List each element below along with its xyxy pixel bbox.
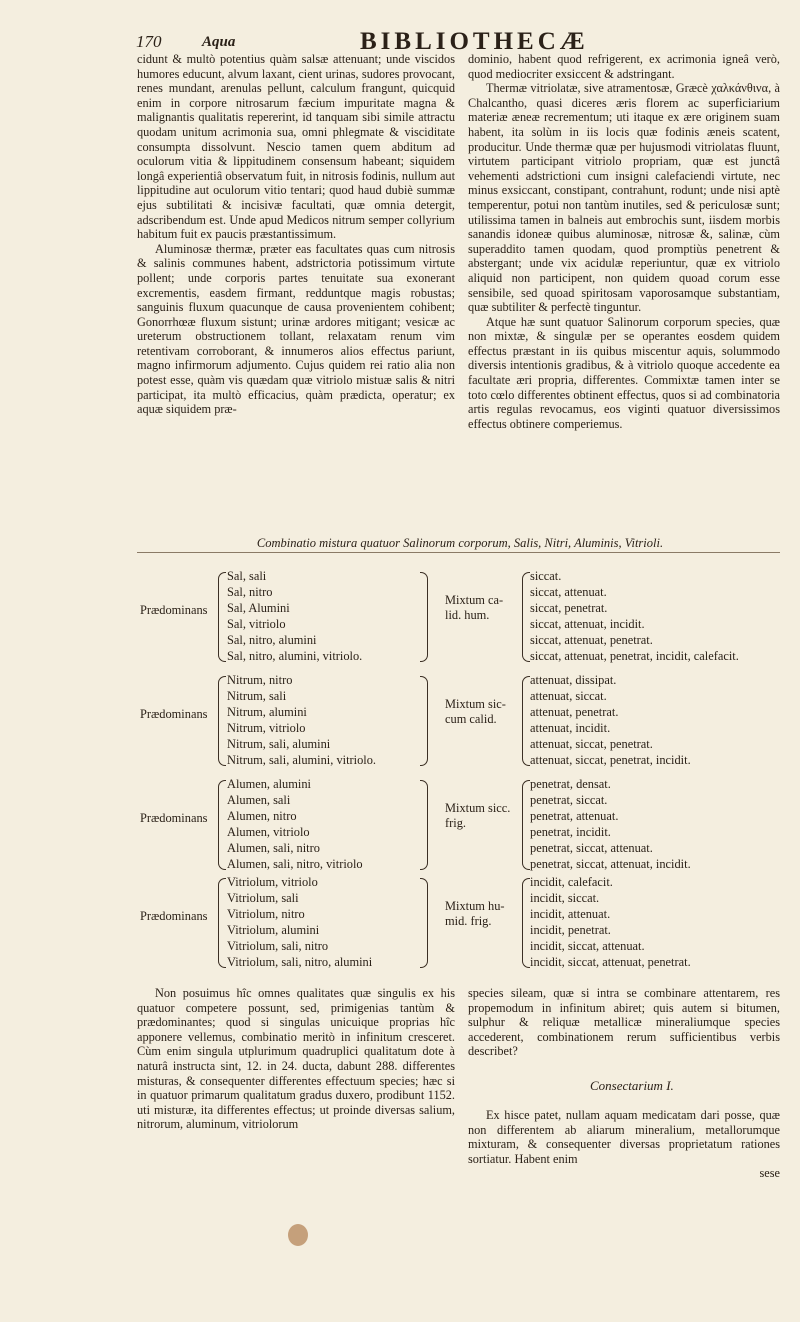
combination-item: Sal, nitro bbox=[227, 585, 273, 599]
effect-item: siccat, attenuat, penetrat. bbox=[530, 633, 653, 647]
combination-item: Alumen, sali, nitro, vitriolo bbox=[227, 857, 363, 871]
brace bbox=[218, 572, 226, 662]
effect-item: incidit, siccat. bbox=[530, 891, 600, 905]
table-group bbox=[0, 874, 800, 974]
combination-item: Vitriolum, sali bbox=[227, 891, 299, 905]
combination-list bbox=[227, 672, 376, 768]
combination-item: Vitriolum, nitro bbox=[227, 907, 305, 921]
mixture-quality bbox=[445, 899, 505, 929]
effect-item: attenuat, siccat, penetrat. bbox=[530, 737, 653, 751]
table-group bbox=[0, 568, 800, 668]
effect-item: siccat, attenuat. bbox=[530, 585, 607, 599]
group-label: Prædominans bbox=[140, 707, 208, 721]
effect-item: penetrat, siccat, attenuat, incidit. bbox=[530, 857, 691, 871]
combination-item: Vitriolum, sali, nitro bbox=[227, 939, 329, 953]
paragraph: Non posuimus hîc omnes qualitates quæ singulis ex his quatuor competere possunt, sed, primigenias tantùm & prædominantes; quod si singulas unicuique proprias hîc apponere vellemus, combinatio meritò in infinitum cresceret. Cùm enim singula utplurimum quadruplici qualitatum dote à naturâ instructa sint, 12. in 24. ducta, dabunt 288. differentes misturas, & consequenter differentes effectuum species; hæc si in quatuor primarum qualitatum gradus duxero, prodibunt 1152. uti misturæ, ita differentes effectus; ut proinde diversas salium, nitrorum, aluminum, vitriolorum bbox=[137, 986, 455, 1132]
combination-item: Sal, nitro, alumini bbox=[227, 633, 317, 647]
combination-list bbox=[227, 568, 362, 664]
effect-item: siccat, penetrat. bbox=[530, 601, 608, 615]
ink-stain-ornament bbox=[288, 1224, 308, 1246]
combination-item: Nitrum, vitriolo bbox=[227, 721, 306, 735]
mixture-line: cum calid. bbox=[445, 712, 497, 726]
page-number: 170 bbox=[136, 32, 162, 51]
combination-item: Nitrum, sali, alumini bbox=[227, 737, 331, 751]
group-label: Prædominans bbox=[140, 603, 208, 617]
effect-item: incidit, calefacit. bbox=[530, 875, 613, 889]
effect-item: incidit, siccat, attenuat. bbox=[530, 939, 645, 953]
combination-item: Nitrum, sali bbox=[227, 689, 287, 703]
mixture-line: Mixtum sic- bbox=[445, 697, 506, 711]
paragraph: species sileam, quæ si intra se combinare attentarem, res propemodum in infinitum abiret; quis autem si bitumen, sulphur & reliquæ metallicæ mineraliumque species accederent, combinationem rerum sufficientibus verbis describet? bbox=[468, 986, 780, 1059]
combination-item: Alumen, sali bbox=[227, 793, 291, 807]
effect-item: attenuat, dissipat. bbox=[530, 673, 617, 687]
mixture-line: frig. bbox=[445, 816, 466, 830]
mixture-line: Mixtum hu- bbox=[445, 899, 505, 913]
brace bbox=[522, 676, 530, 766]
paragraph: dominio, habent quod refrigerent, ex acrimonia igneâ verò, quod mediocriter exsiccent & adstringant. bbox=[468, 52, 780, 81]
combination-item: Nitrum, nitro bbox=[227, 673, 293, 687]
paragraph: cidunt & multò potentius quàm salsæ attenuant; unde viscidos humores educunt, alvum laxant, cient urinas, sudores provocant, renes mundant, arenulas pellunt, calculum frangunt, quicquid enim in corpore nitrosarum fæcium impuritate magna & malignantis qualitatis repererint, id tanquam sibi simile attractu quodam unitum acrimonia sua, omni phlegmate & visciditate consumpta dissolvunt. Nescio tamen quem abditum ad oculorum vitia & lippitudinem consensum habeant; siquidem longâ experientiâ observatum fuit, in nitrosis fodinis, nullum aut lippitudine aut oculorum vitio tentari; quod haud dubiè summæ ejus subtilitati & incisivæ facultati, quæ omnia detergit, adscribendum est. Unde apud Medicos nitrum semper collyrium habitum fuit ex paucis præstantissimum. bbox=[137, 52, 455, 242]
left-column-text-lower bbox=[137, 986, 455, 1132]
mixture-line: lid. hum. bbox=[445, 608, 490, 622]
marginal-keyword: Aqua bbox=[202, 34, 236, 50]
right-column-text bbox=[468, 52, 780, 431]
brace bbox=[522, 878, 530, 968]
combination-list bbox=[227, 874, 372, 970]
brace bbox=[420, 572, 428, 662]
brace bbox=[420, 780, 428, 870]
brace bbox=[522, 780, 530, 870]
combination-item: Sal, vitriolo bbox=[227, 617, 286, 631]
paragraph: Aluminosæ thermæ, præter eas facultates quas cum nitrosis & salinis communes habent, adstrictoria potissimum virtute pollent; unde corporis partes tenuitate sua exonerant excrementis, easdem firmant, redduntque magis robustas; sanguinis fluxum quacunque de causa provenientem cohibent; Gonorrhœæ fluxum sistunt; urinæ ardores mitigant; vesicæ ac ureterum obstructionem tollant, relaxatam renum vim retentivam corroborant, & innumeros alios effectus pariunt, magno infirmorum adjumento. Cujus quidem rei ratio alia non potest esse, quàm vis quædam quæ vitriolo mistuæ salis & nitri participat, ita multò efficacius, quàm prædicta, operatur; ex aquæ siquidem præ- bbox=[137, 241, 455, 417]
effect-item: incidit, siccat, attenuat, penetrat. bbox=[530, 955, 691, 969]
effects-list bbox=[530, 874, 691, 970]
effect-item: attenuat, siccat, penetrat, incidit. bbox=[530, 753, 691, 767]
effect-item: siccat, attenuat, incidit. bbox=[530, 617, 645, 631]
table-group bbox=[0, 776, 800, 876]
effects-list bbox=[530, 568, 739, 664]
paragraph: Thermæ vitriolatæ, sive atramentosæ, Græcè χαλκάνθινα, à Chalcantho, quasi diceres æris florem ac superficiarium materiæ æneæ recrementum; uti itaque ex ære originem suam habent, ita solùm in iis locis quæ fodinis æneis scatent, producitur. Unde thermæ quæ per hujusmodi vitriolatas fluunt, virtutem participant vitriolo propriam, quæ est junctâ vehementi adstrictioni cum insigni calefaciendi virtute, nec minus exsiccant, constipant, contrahunt, rodunt; unde nisi aptè temperentur, potui non tantùm inutiles, sed & periculosæ sunt; utilissima tamen in balneis aut embrochis sunt, iisdem morbis sanandis idoneæ quibus aluminosæ, nitrosæ &, salinæ, cùm superaddito tamen quodam, quod promptiùs penetrent & abstergant; unde vix acidulæ reperiuntur, quæ ex vitriolo aliquid non participent, non quidem quoad corum esse sensibile, sed quoad spiritosam vaporosamque substantiam, quæ subtiliter & perfectè tinguntur. bbox=[468, 81, 780, 315]
brace bbox=[420, 878, 428, 968]
combination-item: Sal, Alumini bbox=[227, 601, 290, 615]
effect-item: penetrat, densat. bbox=[530, 777, 611, 791]
effect-item: attenuat, incidit. bbox=[530, 721, 611, 735]
combination-item: Vitriolum, alumini bbox=[227, 923, 320, 937]
mixture-line: mid. frig. bbox=[445, 914, 492, 928]
effect-item: penetrat, attenuat. bbox=[530, 809, 619, 823]
mixture-quality bbox=[445, 801, 510, 831]
mixture-quality bbox=[445, 697, 506, 727]
combination-item: Alumen, alumini bbox=[227, 777, 311, 791]
effect-item: penetrat, siccat, attenuat. bbox=[530, 841, 653, 855]
right-column-text-lower bbox=[468, 986, 780, 1059]
effect-item: attenuat, penetrat. bbox=[530, 705, 619, 719]
catchword: sese bbox=[759, 1166, 780, 1181]
brace bbox=[420, 676, 428, 766]
paragraph: Ex hisce patet, nullam aquam medicatam dari posse, quæ non differentem ab aliarum mineralium, metallorumque mixturam, & consequenter diversas proprietatum rationes sortiatur. Habent enim bbox=[468, 1108, 780, 1166]
brace bbox=[522, 572, 530, 662]
divider bbox=[137, 552, 780, 553]
mixture-line: Mixtum ca- bbox=[445, 593, 504, 607]
mixture-quality bbox=[445, 593, 503, 623]
effects-list bbox=[530, 776, 691, 872]
running-title: BIBLIOTHECÆ bbox=[360, 28, 589, 55]
group-label: Prædominans bbox=[140, 811, 208, 825]
effect-item: siccat, attenuat, penetrat, incidit, calefacit. bbox=[530, 649, 739, 663]
combination-item: Alumen, vitriolo bbox=[227, 825, 310, 839]
combination-item: Alumen, sali, nitro bbox=[227, 841, 320, 855]
page-header bbox=[0, 18, 800, 55]
combination-item: Vitriolum, sali, nitro, alumini bbox=[227, 955, 373, 969]
combination-item: Vitriolum, vitriolo bbox=[227, 875, 318, 889]
effect-item: penetrat, siccat. bbox=[530, 793, 608, 807]
corollary-text bbox=[468, 1108, 780, 1181]
group-label: Prædominans bbox=[140, 909, 208, 923]
mixture-line: Mixtum sicc. bbox=[445, 801, 511, 815]
combination-item: Sal, sali bbox=[227, 569, 267, 583]
combination-table-title: Combinatio mistura quatuor Salinorum corporum, Salis, Nitri, Aluminis, Vitrioli. bbox=[256, 536, 664, 550]
effect-item: attenuat, siccat. bbox=[530, 689, 607, 703]
left-column-text bbox=[137, 52, 455, 417]
brace bbox=[218, 878, 226, 968]
effect-item: incidit, penetrat. bbox=[530, 923, 611, 937]
brace bbox=[218, 676, 226, 766]
combination-list bbox=[227, 776, 363, 872]
effect-item: siccat. bbox=[530, 569, 562, 583]
combination-item: Nitrum, sali, alumini, vitriolo. bbox=[227, 753, 377, 767]
combination-item: Sal, nitro, alumini, vitriolo. bbox=[227, 649, 363, 663]
effect-item: incidit, attenuat. bbox=[530, 907, 611, 921]
corollary-heading: Consectarium I. bbox=[590, 1078, 674, 1093]
table-group bbox=[0, 672, 800, 772]
combination-item: Alumen, nitro bbox=[227, 809, 297, 823]
brace bbox=[218, 780, 226, 870]
combination-item: Nitrum, alumini bbox=[227, 705, 307, 719]
paragraph: Atque hæ sunt quatuor Salinorum corporum species, quæ non mixtæ, & singulæ per se operantes eosdem quidem effectus præstant in iis quibus miscentur aquis, solummodo diversis intentionis gradibus, & à vitriolo quoque accedente ea facultate æri propria, differentes. Commixtæ tamen inter se toto cœlo differentes obtinent effectus, quos si ad combinatoria artis regulas revocamus, eos viginti quatuor diversissimos effectus obtinere comperiemus. bbox=[468, 314, 780, 431]
effects-list bbox=[530, 672, 691, 768]
effect-item: penetrat, incidit. bbox=[530, 825, 611, 839]
